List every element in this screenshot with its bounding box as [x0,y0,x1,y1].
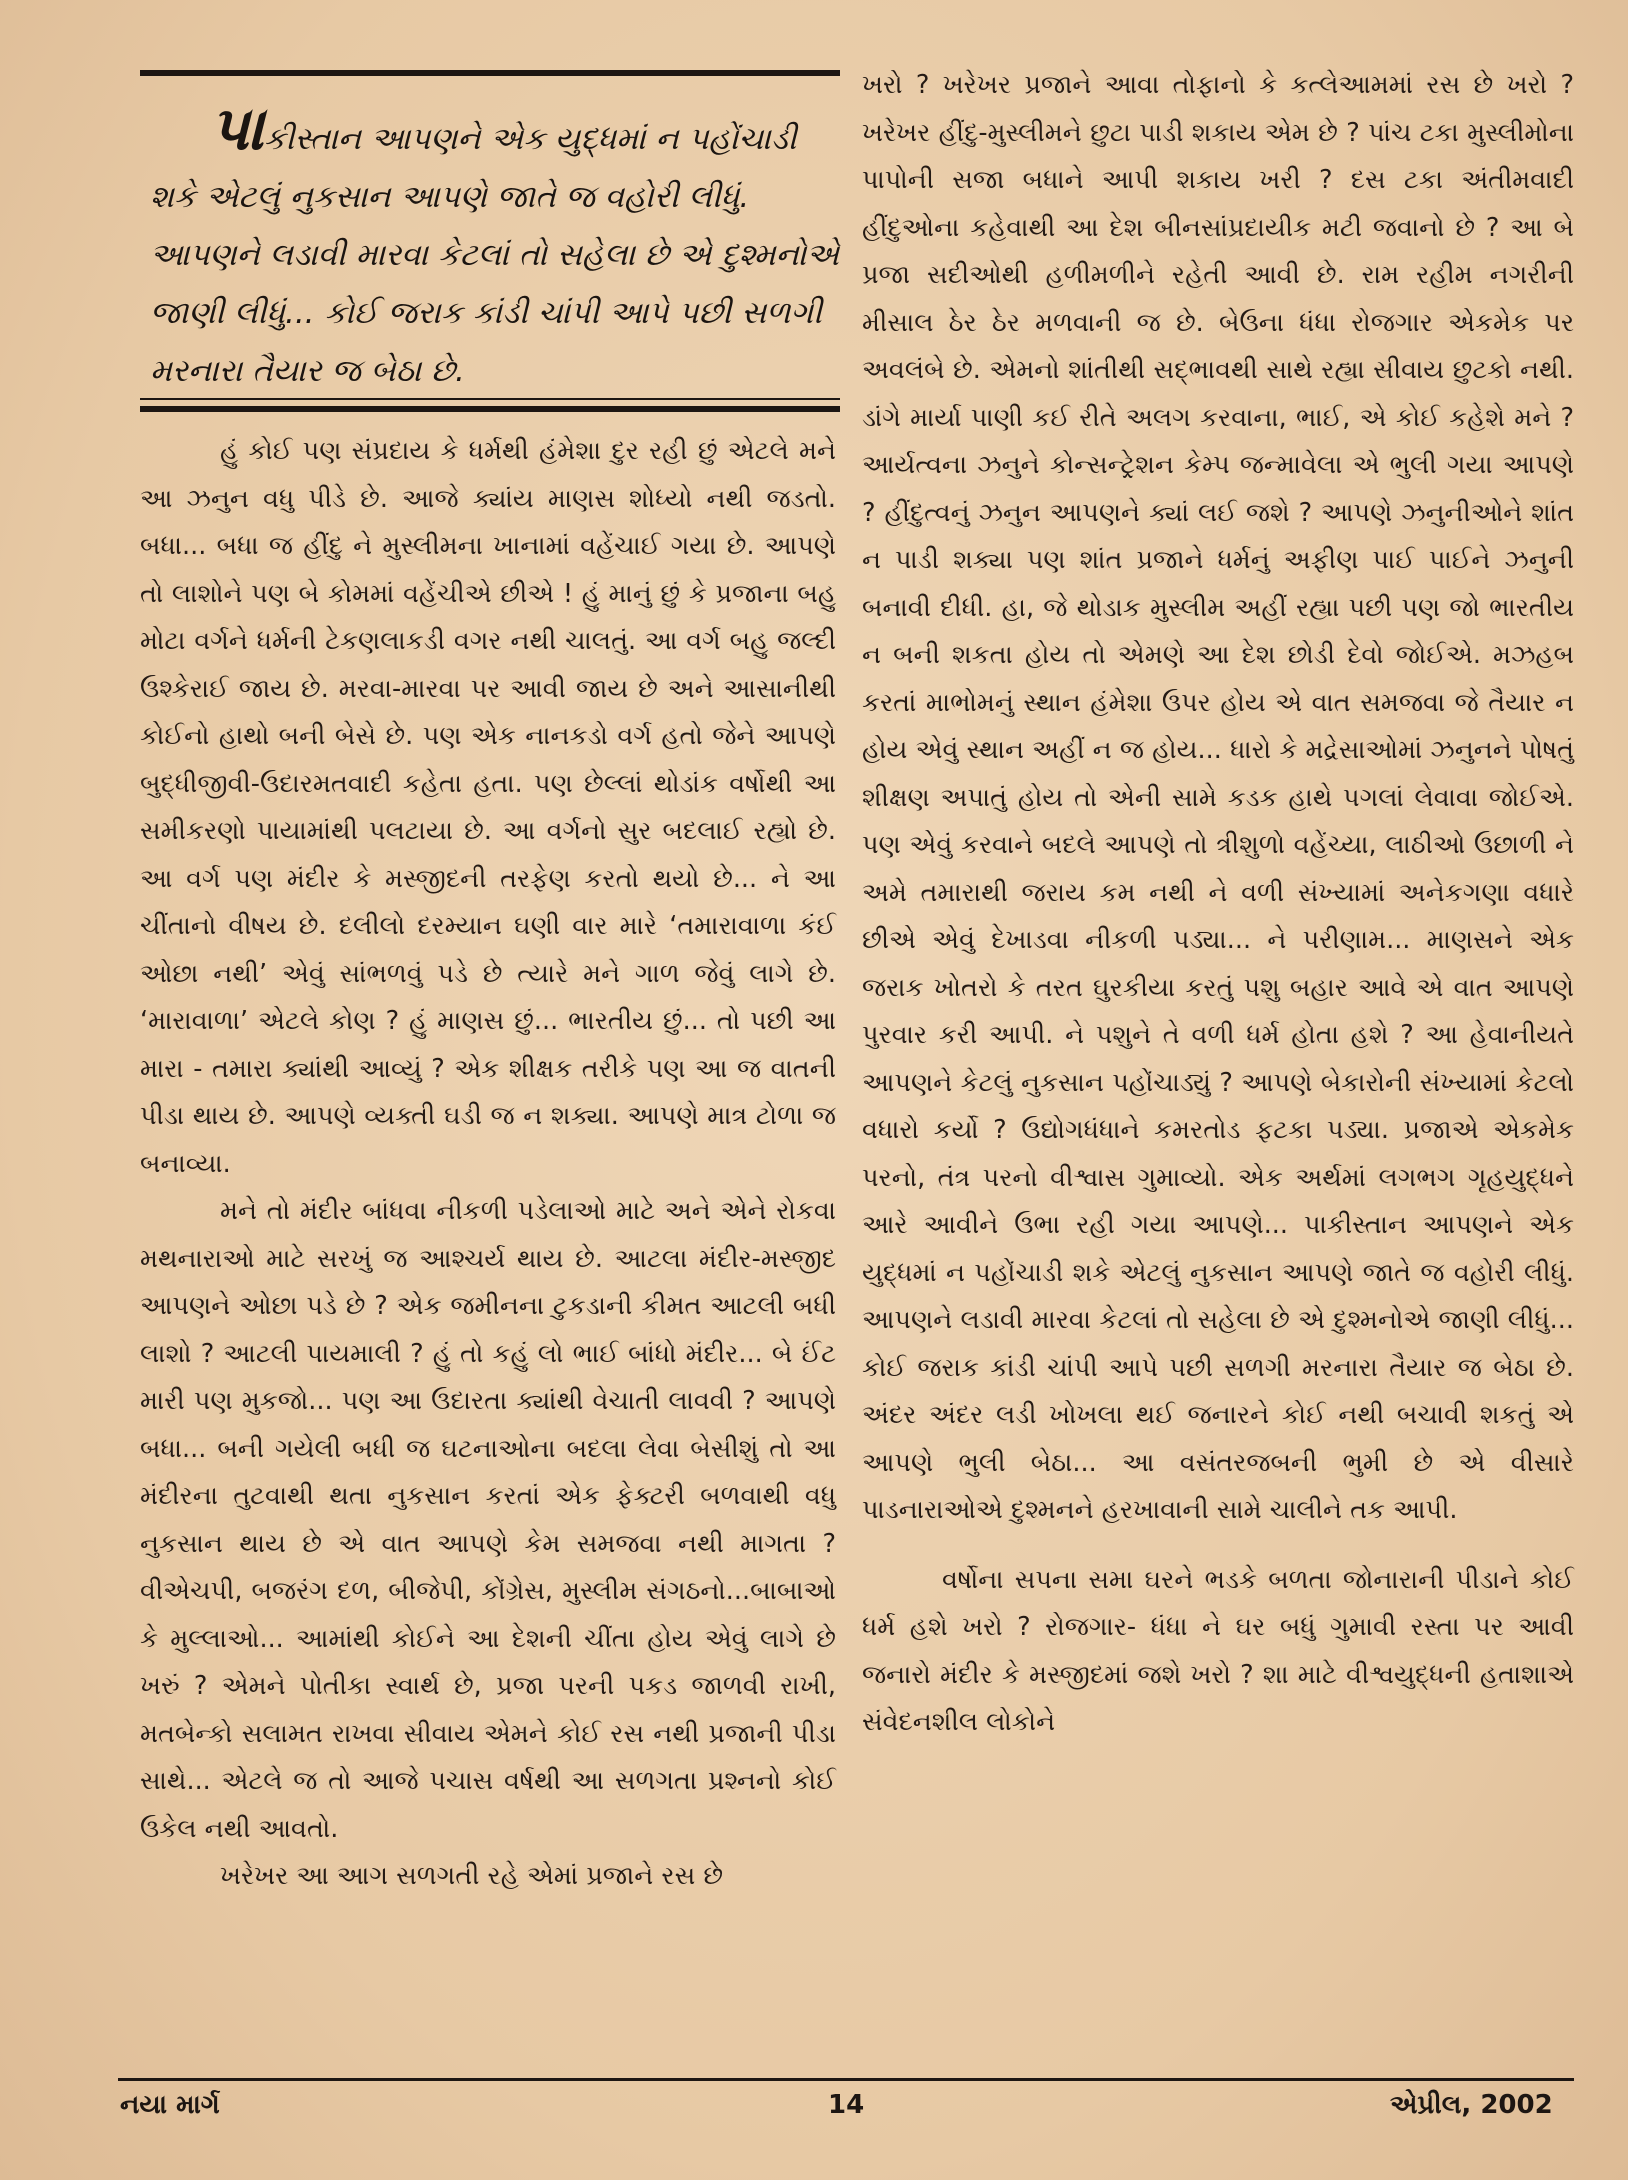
body-paragraph: મને તો મંદીર બાંધવા નીકળી પડેલાઓ માટે અને એને રોકવા મથનારાઓ માટે સરખું જ આશ્ચર્ય થાય છે. આટલા મંદીર-મસ્જીદ આપણને ઓછા પડે છે ? એક જમીનના ટુકડાની કીમત આટલી બધી લાશો ? આટલી પાયમાલી ? હું તો કહું લો ભાઈ બાંધો મંદીર... બે ઈંટ મારી પણ મુકજો... પણ આ ઉદારતા ક્યાંથી વેચાતી લાવવી ? આપણે બધા... બની ગયેલી બધી જ ઘટનાઓના બદલા લેવા બેસીશું તો આ મંદીરના તુટવાથી થતા નુકસાન કરતાં એક ફેક્ટરી બળવાથી વધુ નુકસાન થાય છે એ વાત આપણે કેમ સમજવા નથી માગતા ? વીએચપી, બજરંગ દળ, બીજેપી, કોંગ્રેસ, મુસ્લીમ સંગઠનો...બાબાઓ કે મુલ્લાઓ... આમાંથી કોઈને આ દેશની ચીંતા હોય એવું લાગે છે ખરું ? એમને પોતીકા સ્વાર્થ છે, પ્રજા પરની પકડ જાળવી રાખી, મતબેન્કો સલામત રાખવા સીવાય એમને કોઈ રસ નથી પ્રજાની પીડા સાથે... એટલે જ તો આજે પચાસ વર્ષથી આ સળગતા પ્રશ્નનો કોઈ ઉકેલ નથી આવતો. [140,1196,836,1844]
issue-date: એપ્રીલ, 2002 [1390,2090,1553,2120]
top-rule [140,70,840,76]
page-number: 14 [828,2090,865,2120]
magazine-name: નયા માર્ગ [120,2090,220,2120]
body-paragraph: ખરેખર આ આગ સળગતી રહે એમાં પ્રજાને રસ છે [220,1861,724,1891]
pull-quote-rule-thick [140,406,840,412]
pull-quote-rule-thin [140,398,840,400]
left-body-text [140,428,836,1901]
pull-quote-drop-letters: પા [210,94,264,164]
right-body-text [862,62,1574,1747]
body-paragraph: ખરો ? ખરેખર પ્રજાને આવા તોફાનો કે કત્લેઆમમાં રસ છે ખરો ? ખરેખર હીંદુ-મુસ્લીમને છુટા પાડી શકાય એમ છે ? પાંચ ટકા મુસ્લીમોના પાપોની સજા બધાને આપી શકાય ખરી ? દસ ટકા અંતીમવાદી હીંદુઓના કહેવાથી આ દેશ બીનસાંપ્રદાયીક મટી જવાનો છે ? આ બે પ્રજા સદીઓથી હળીમળીને રહેતી આવી છે. રામ રહીમ નગરીની મીસાલ ઠેર ઠેર મળવાની જ છે. બેઉના ધંધા રોજગાર એકમેક પર અવલંબે છે. એમનો શાંતીથી સદ્ભાવથી સાથે રહ્યા સીવાય છુટકો નથી. ડાંગે માર્યા પાણી કઈ રીતે અલગ કરવાના, ભાઈ, એ કોઈ કહેશે મને ? આર્યત્વના ઝનુને કોન્સન્ટ્રેશન કેમ્પ જન્માવેલા એ ભુલી ગયા આપણે ? હીંદુત્વનું ઝનુન આપણને ક્યાં લઈ જશે ? આપણે ઝનુનીઓને શાંત ન પાડી શક્યા પણ શાંત પ્રજાને ધર્મનું અફીણ પાઈ પાઈને ઝનુની બનાવી દીધી. હા, જે થોડાક મુસ્લીમ અહીં રહ્યા પછી પણ જો ભારતીય ન બની શકતા હોય તો એમણે આ દેશ છોડી દેવો જોઈએ. મઝહબ કરતાં માભોમનું સ્થાન હંમેશા ઉપર હોય એ વાત સમજવા જે તૈયાર ન હોય એવું સ્થાન અહીં ન જ હોય... ધારો કે મદ્રેસાઓમાં ઝનુનને પોષતું શીક્ષણ અપાતું હોય તો એની સામે કડક હાથે પગલાં લેવાવા જોઈએ. પણ એવું કરવાને બદલે આપણે તો ત્રીશુળો વહેંચ્યા, લાઠીઓ ઉછાળી ને અમે તમારાથી જરાય કમ નથી ને વળી સંખ્યામાં અનેકગણા વધારે છીએ એવું દેખાડવા નીકળી પડ્યા... ને પરીણામ... માણસને એક જરાક ખોતરો કે તરત ઘુરકીયા કરતું પશુ બહાર આવે એ વાત આપણે પુરવાર કરી આપી. ને પશુને તે વળી ધર્મ હોતા હશે ? આ હેવાનીયતે આપણને કેટલું નુકસાન પહોંચાડ્યું ? આપણે બેકારોની સંખ્યામાં કેટલો વધારો કર્યો ? ઉદ્યોગધંધાને કમરતોડ ફટકા પડ્યા. પ્રજાએ એકમેક પરનો, તંત્ર પરનો વીશ્વાસ ગુમાવ્યો. એક અર્થમાં લગભગ ગૃહયુદ્ધને આરે આવીને ઉભા રહી ગયા આપણે... પાકીસ્તાન આપણને એક યુદ્ધમાં ન પહોંચાડી શકે એટલું નુકસાન આપણે જાતે જ વહોરી લીધું. આપણને લડાવી મારવા કેટલાં તો સહેલા છે એ દુશ્મનોએ જાણી લીધું... કોઈ જરાક કાંડી ચાંપી આપે પછી સળગી મરનારા તૈયાર જ બેઠા છે. અંદર અંદર લડી ખોખલા થઈ જનારને કોઈ નથી બચાવી શકતું એ આપણે ભુલી બેઠા... આ વસંતરજબની ભુમી છે એ વીસારે પાડનારાઓએ દુશ્મનને હરખાવાની સામે ચાલીને તક આપી. [862,70,1574,1525]
pull-quote-text: કીસ્તાન આપણને એક યુદ્ધમાં ન પહોંચાડી શકે એટલું નુકસાન આપણે જાતે જ વહોરી લીધું. આપણને લડાવી મારવા કેટલાં તો સહેલા છે એ દુશ્મનોએ જાણી લીધું... કોઈ જરાક કાંડી ચાંપી આપે પછી સળગી મરનારા તૈયાર જ બેઠા છે. [150,121,840,389]
pull-quote [150,94,840,400]
footer-rule [118,2078,1574,2081]
body-paragraph: હું કોઈ પણ સંપ્રદાય કે ધર્મથી હંમેશા દુર રહી છું એટલે મને આ ઝનુન વધુ પીડે છે. આજે ક્યાંય માણસ શોધ્યો નથી જડતો. બધા... બધા જ હીંદુ ને મુસ્લીમના ખાનામાં વહેંચાઈ ગયા છે. આપણે તો લાશોને પણ બે કોમમાં વહેંચીએ છીએ ! હું માનું છું કે પ્રજાના બહુ મોટા વર્ગને ધર્મની ટેકણલાકડી વગર નથી ચાલતું. આ વર્ગ બહુ જલ્દી ઉશ્કેરાઈ જાય છે. મરવા-મારવા પર આવી જાય છે અને આસાનીથી કોઈનો હાથો બની બેસે છે. પણ એક નાનકડો વર્ગ હતો જેને આપણે બુદ્ધીજીવી-ઉદારમતવાદી કહેતા હતા. પણ છેલ્લાં થોડાંક વર્ષોથી આ સમીકરણો પાયામાંથી પલટાયા છે. આ વર્ગનો સુર બદલાઈ રહ્યો છે. આ વર્ગ પણ મંદીર કે મસ્જીદની તરફેણ કરતો થયો છે... ને આ ચીંતાનો વીષય છે. દલીલો દરમ્યાન ઘણી વાર મારે ‘તમારાવાળા કંઈ ઓછા નથી’ એવું સાંભળવું પડે છે ત્યારે મને ગાળ જેવું લાગે છે. ‘મારાવાળા’ એટલે કોણ ? હું માણસ છું... ભારતીય છું... તો પછી આ મારા - તમારા ક્યાંથી આવ્યું ? એક શીક્ષક તરીકે પણ આ જ વાતની પીડા થાય છે. આપણે વ્યક્તી ઘડી જ ન શક્યા. આપણે માત્ર ટોળા જ બનાવ્યા. [140,436,836,1179]
body-paragraph: વર્ષોના સપના સમા ઘરને ભડકે બળતા જોનારાની પીડાને કોઈ ધર્મ હશે ખરો ? રોજગાર- ધંધા ને ઘર બધું ગુમાવી રસ્તા પર આવી જનારો મંદીર કે મસ્જીદમાં જશે ખરો ? શા માટે વીશ્વયુદ્ધની હતાશાએ સંવેદનશીલ લોકોને [862,1564,1574,1737]
